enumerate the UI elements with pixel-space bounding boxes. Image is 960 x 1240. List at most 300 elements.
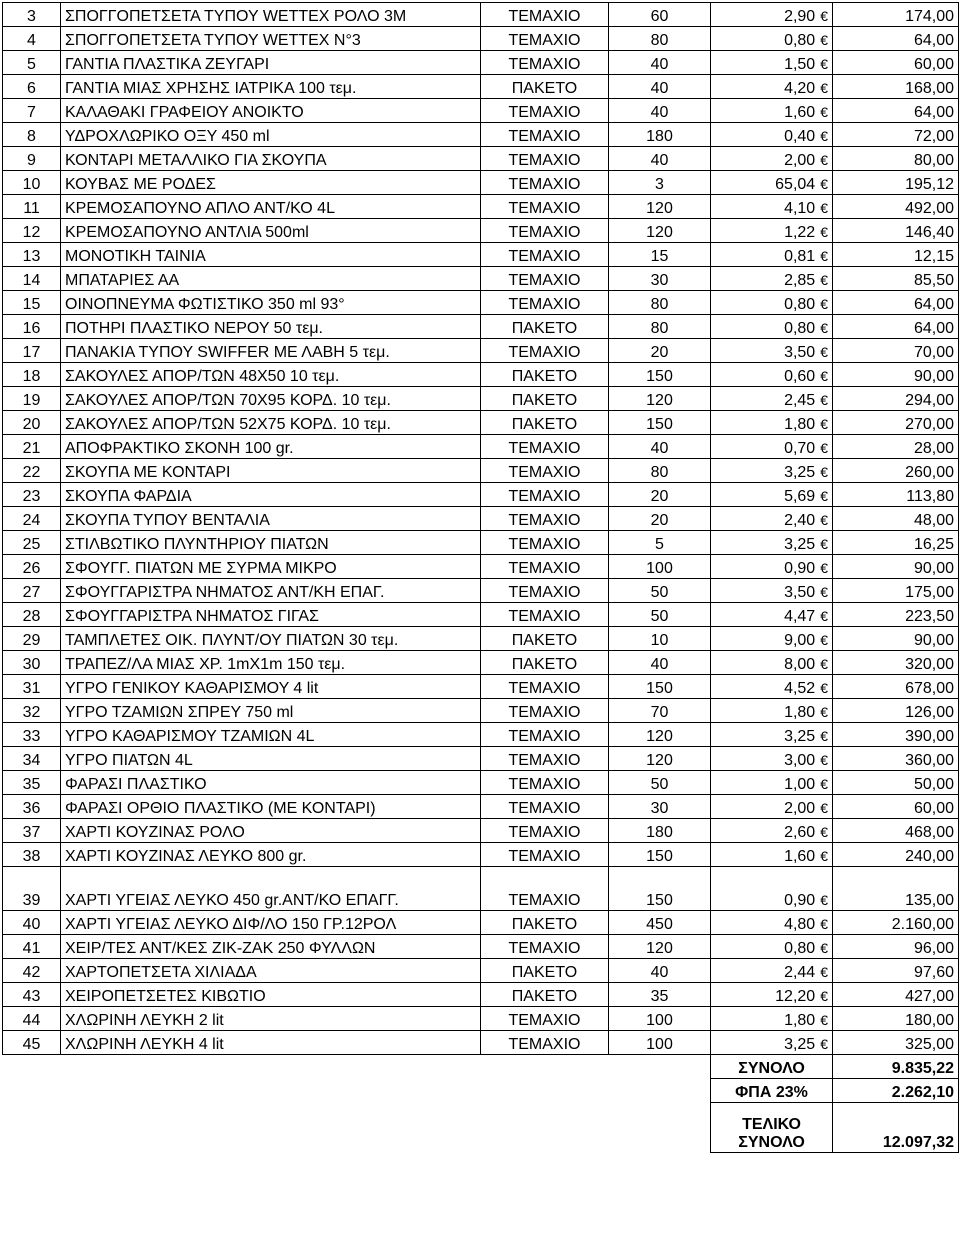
item-total: 360,00 <box>833 747 959 771</box>
item-quantity: 20 <box>609 483 711 507</box>
item-unit: ΤΕΜΑΧΙΟ <box>481 243 609 267</box>
item-number: 13 <box>3 243 61 267</box>
item-quantity: 150 <box>609 411 711 435</box>
item-number: 12 <box>3 219 61 243</box>
item-unit: ΤΕΜΑΧΙΟ <box>481 1007 609 1031</box>
item-unit: ΤΕΜΑΧΙΟ <box>481 699 609 723</box>
table-row <box>3 911 959 935</box>
item-total: 678,00 <box>833 675 959 699</box>
item-unit: ΤΕΜΑΧΙΟ <box>481 555 609 579</box>
item-unit: ΤΕΜΑΧΙΟ <box>481 339 609 363</box>
item-total: 16,25 <box>833 531 959 555</box>
euro-icon: € <box>820 776 828 792</box>
item-number: 4 <box>3 27 61 51</box>
table-row <box>3 627 959 651</box>
grand-total-value: 12.097,32 <box>833 1103 959 1153</box>
item-unit-price: 0,81 € <box>711 243 833 267</box>
item-total: 180,00 <box>833 1007 959 1031</box>
item-unit-price: 4,10 € <box>711 195 833 219</box>
item-number: 26 <box>3 555 61 579</box>
item-unit: ΤΕΜΑΧΙΟ <box>481 171 609 195</box>
item-unit: ΤΕΜΑΧΙΟ <box>481 267 609 291</box>
item-quantity: 50 <box>609 603 711 627</box>
subtotal-row <box>3 1055 959 1079</box>
table-row <box>3 959 959 983</box>
table-row <box>3 483 959 507</box>
euro-icon: € <box>820 964 828 980</box>
item-unit-price: 0,60 € <box>711 363 833 387</box>
euro-icon: € <box>820 416 828 432</box>
table-row <box>3 819 959 843</box>
item-total: 64,00 <box>833 315 959 339</box>
item-description: ΥΓΡΟ ΤΖΑΜΙΩΝ ΣΠΡΕΥ 750 ml <box>61 699 481 723</box>
item-quantity: 150 <box>609 843 711 867</box>
item-number: 10 <box>3 171 61 195</box>
item-quantity: 450 <box>609 911 711 935</box>
item-description: ΣΤΙΛΒΩΤΙΚΟ ΠΛΥΝΤΗΡΙΟΥ ΠΙΑΤΩΝ <box>61 531 481 555</box>
item-unit: ΤΕΜΑΧΙΟ <box>481 195 609 219</box>
item-total: 64,00 <box>833 291 959 315</box>
item-total: 97,60 <box>833 959 959 983</box>
item-quantity: 80 <box>609 315 711 339</box>
item-number: 40 <box>3 911 61 935</box>
table-row <box>3 603 959 627</box>
item-number: 19 <box>3 387 61 411</box>
item-quantity: 40 <box>609 435 711 459</box>
item-quantity: 120 <box>609 387 711 411</box>
item-description: ΧΕΙΡ/ΤΕΣ ΑΝΤ/ΚΕΣ ZIK-ZAK 250 ΦΥΛΛΩΝ <box>61 935 481 959</box>
item-unit-price: 9,00 € <box>711 627 833 651</box>
euro-icon: € <box>820 512 828 528</box>
item-number: 9 <box>3 147 61 171</box>
item-total: 70,00 <box>833 339 959 363</box>
item-description: ΣΠΟΓΓΟΠΕΤΣΕΤΑ ΤΥΠΟΥ WETTEX ΡΟΛΟ 3Μ <box>61 3 481 27</box>
item-description: ΣΦΟΥΓΓ. ΠΙΑΤΩΝ ΜΕ ΣΥΡΜΑ ΜΙΚΡΟ <box>61 555 481 579</box>
item-number: 44 <box>3 1007 61 1031</box>
vat-label: ΦΠΑ 23% <box>711 1079 833 1103</box>
item-number: 17 <box>3 339 61 363</box>
table-row <box>3 555 959 579</box>
euro-icon: € <box>820 824 828 840</box>
item-quantity: 30 <box>609 795 711 819</box>
item-unit-price: 12,20 € <box>711 983 833 1007</box>
euro-icon: € <box>820 8 828 24</box>
table-row <box>3 651 959 675</box>
euro-icon: € <box>820 800 828 816</box>
item-unit-price: 4,20 € <box>711 75 833 99</box>
item-total: 195,12 <box>833 171 959 195</box>
table-row <box>3 435 959 459</box>
item-quantity: 40 <box>609 51 711 75</box>
item-total: 270,00 <box>833 411 959 435</box>
euro-icon: € <box>820 224 828 240</box>
table-row <box>3 795 959 819</box>
item-description: ΚΟΥΒΑΣ ΜΕ ΡΟΔΕΣ <box>61 171 481 195</box>
item-number: 11 <box>3 195 61 219</box>
item-unit: ΤΕΜΑΧΙΟ <box>481 435 609 459</box>
item-total: 80,00 <box>833 147 959 171</box>
item-number: 29 <box>3 627 61 651</box>
item-quantity: 150 <box>609 867 711 911</box>
item-unit-price: 1,00 € <box>711 771 833 795</box>
item-quantity: 35 <box>609 983 711 1007</box>
item-unit-price: 2,44 € <box>711 959 833 983</box>
item-number: 37 <box>3 819 61 843</box>
euro-icon: € <box>820 200 828 216</box>
grand-total-row <box>3 1103 959 1153</box>
item-quantity: 120 <box>609 723 711 747</box>
item-unit-price: 2,40 € <box>711 507 833 531</box>
item-description: ΥΓΡΟ ΠΙΑΤΩΝ 4L <box>61 747 481 771</box>
item-unit-price: 2,00 € <box>711 147 833 171</box>
item-description: ΚΟΝΤΑΡΙ ΜΕΤΑΛΛΙΚΟ ΓΙΑ ΣΚΟΥΠΑ <box>61 147 481 171</box>
table-row <box>3 1031 959 1055</box>
item-description: ΤΡΑΠΕΖ/ΛΑ ΜΙΑΣ ΧΡ. 1mX1m 150 τεμ. <box>61 651 481 675</box>
euro-icon: € <box>820 488 828 504</box>
item-unit: ΤΕΜΑΧΙΟ <box>481 935 609 959</box>
euro-icon: € <box>820 368 828 384</box>
euro-icon: € <box>820 464 828 480</box>
euro-icon: € <box>820 848 828 864</box>
item-unit: ΤΕΜΑΧΙΟ <box>481 771 609 795</box>
item-description: ΓΑΝΤΙΑ ΠΛΑΣΤΙΚΑ ΖΕΥΓΑΡΙ <box>61 51 481 75</box>
item-description: ΑΠΟΦΡΑΚΤΙΚΟ ΣΚΟΝΗ 100 gr. <box>61 435 481 459</box>
item-total: 12,15 <box>833 243 959 267</box>
euro-icon: € <box>820 344 828 360</box>
item-quantity: 150 <box>609 363 711 387</box>
item-unit-price: 2,00 € <box>711 795 833 819</box>
euro-icon: € <box>820 128 828 144</box>
item-unit: ΤΕΜΑΧΙΟ <box>481 795 609 819</box>
item-unit: ΤΕΜΑΧΙΟ <box>481 51 609 75</box>
item-number: 42 <box>3 959 61 983</box>
item-number: 21 <box>3 435 61 459</box>
table-row <box>3 147 959 171</box>
item-description: ΟΙΝΟΠΝΕΥΜΑ ΦΩΤΙΣΤΙΚΟ 350 ml 93° <box>61 291 481 315</box>
item-unit: ΠΑΚΕΤΟ <box>481 411 609 435</box>
table-row <box>3 195 959 219</box>
item-unit: ΤΕΜΑΧΙΟ <box>481 867 609 911</box>
table-row <box>3 123 959 147</box>
item-quantity: 100 <box>609 1031 711 1055</box>
item-quantity: 3 <box>609 171 711 195</box>
item-total: 468,00 <box>833 819 959 843</box>
subtotal-value: 9.835,22 <box>833 1055 959 1079</box>
euro-icon: € <box>820 152 828 168</box>
table-body <box>3 3 959 1055</box>
euro-icon: € <box>820 320 828 336</box>
item-unit: ΤΕΜΑΧΙΟ <box>481 507 609 531</box>
item-total: 325,00 <box>833 1031 959 1055</box>
item-unit: ΠΑΚΕΤΟ <box>481 911 609 935</box>
euro-icon: € <box>820 940 828 956</box>
item-unit: ΤΕΜΑΧΙΟ <box>481 723 609 747</box>
item-total: 28,00 <box>833 435 959 459</box>
item-total: 492,00 <box>833 195 959 219</box>
item-total: 60,00 <box>833 795 959 819</box>
item-total: 85,50 <box>833 267 959 291</box>
item-quantity: 40 <box>609 959 711 983</box>
summary-section <box>3 1055 959 1153</box>
item-quantity: 100 <box>609 555 711 579</box>
item-unit-price: 1,80 € <box>711 1007 833 1031</box>
item-unit-price: 4,52 € <box>711 675 833 699</box>
item-description: ΦΑΡΑΣΙ ΟΡΘΙΟ ΠΛΑΣΤΙΚΟ (ΜΕ ΚΟΝΤΑΡΙ) <box>61 795 481 819</box>
item-unit-price: 3,00 € <box>711 747 833 771</box>
item-quantity: 40 <box>609 147 711 171</box>
item-number: 7 <box>3 99 61 123</box>
euro-icon: € <box>820 584 828 600</box>
table-row <box>3 983 959 1007</box>
item-quantity: 80 <box>609 27 711 51</box>
item-unit-price: 8,00 € <box>711 651 833 675</box>
item-quantity: 15 <box>609 243 711 267</box>
item-description: ΜΠΑΤΑΡΙΕΣ ΑΑ <box>61 267 481 291</box>
euro-icon: € <box>820 392 828 408</box>
item-number: 23 <box>3 483 61 507</box>
table-row <box>3 699 959 723</box>
table-row <box>3 675 959 699</box>
item-total: 90,00 <box>833 627 959 651</box>
item-number: 24 <box>3 507 61 531</box>
item-unit-price: 3,25 € <box>711 723 833 747</box>
item-total: 135,00 <box>833 867 959 911</box>
table-row <box>3 99 959 123</box>
item-description: ΠΟΤΗΡΙ ΠΛΑΣΤΙΚΟ ΝΕΡΟΥ 50 τεμ. <box>61 315 481 339</box>
subtotal-label: ΣΥΝΟΛΟ <box>711 1055 833 1079</box>
table-row <box>3 3 959 27</box>
item-total: 113,80 <box>833 483 959 507</box>
euro-icon: € <box>820 916 828 932</box>
item-quantity: 10 <box>609 627 711 651</box>
euro-icon: € <box>820 704 828 720</box>
euro-icon: € <box>820 752 828 768</box>
item-unit-price: 2,85 € <box>711 267 833 291</box>
item-description: ΣΠΟΓΓΟΠΕΤΣΕΤΑ ΤΥΠΟΥ WETTEX Ν°3 <box>61 27 481 51</box>
table-row <box>3 51 959 75</box>
euro-icon: € <box>820 176 828 192</box>
item-total: 90,00 <box>833 363 959 387</box>
euro-icon: € <box>820 892 828 908</box>
vat-row <box>3 1079 959 1103</box>
item-unit-price: 4,47 € <box>711 603 833 627</box>
item-unit: ΤΕΜΑΧΙΟ <box>481 483 609 507</box>
item-description: ΤΑΜΠΛΕΤΕΣ ΟΙΚ. ΠΛΥΝΤ/ΟΥ ΠΙΑΤΩΝ 30 τεμ. <box>61 627 481 651</box>
item-quantity: 120 <box>609 219 711 243</box>
item-unit-price: 0,90 € <box>711 867 833 911</box>
item-unit-price: 2,60 € <box>711 819 833 843</box>
item-unit-price: 1,50 € <box>711 51 833 75</box>
item-quantity: 30 <box>609 267 711 291</box>
item-number: 18 <box>3 363 61 387</box>
item-total: 48,00 <box>833 507 959 531</box>
item-unit: ΤΕΜΑΧΙΟ <box>481 123 609 147</box>
euro-icon: € <box>820 272 828 288</box>
item-number: 3 <box>3 3 61 27</box>
table-row <box>3 339 959 363</box>
euro-icon: € <box>820 1036 828 1052</box>
item-unit-price: 0,80 € <box>711 27 833 51</box>
item-description: ΠΑΝΑΚΙΑ ΤΥΠΟΥ SWIFFER ΜΕ ΛΑΒΗ 5 τεμ. <box>61 339 481 363</box>
item-total: 260,00 <box>833 459 959 483</box>
item-description: ΣΚΟΥΠΑ ΦΑΡΔΙΑ <box>61 483 481 507</box>
table-row <box>3 723 959 747</box>
item-number: 43 <box>3 983 61 1007</box>
item-unit-price: 1,22 € <box>711 219 833 243</box>
item-unit-price: 3,25 € <box>711 531 833 555</box>
item-unit: ΠΑΚΕΤΟ <box>481 959 609 983</box>
item-unit: ΤΕΜΑΧΙΟ <box>481 1031 609 1055</box>
item-quantity: 100 <box>609 1007 711 1031</box>
item-number: 34 <box>3 747 61 771</box>
item-quantity: 50 <box>609 771 711 795</box>
item-description: ΧΑΡΤΙ ΥΓΕΙΑΣ ΛΕΥΚΟ ΔΙΦ/ΛΟ 150 ΓΡ.12ΡΟΛ <box>61 911 481 935</box>
item-unit: ΤΕΜΑΧΙΟ <box>481 459 609 483</box>
item-description: ΚΑΛΑΘΑΚΙ ΓΡΑΦΕΙΟΥ ΑΝΟΙΚΤΟ <box>61 99 481 123</box>
item-description: ΣΑΚΟΥΛΕΣ ΑΠΟΡ/ΤΩΝ 70Χ95 ΚΟΡΔ. 10 τεμ. <box>61 387 481 411</box>
item-total: 96,00 <box>833 935 959 959</box>
item-unit: ΤΕΜΑΧΙΟ <box>481 843 609 867</box>
euro-icon: € <box>820 656 828 672</box>
item-unit-price: 2,90 € <box>711 3 833 27</box>
item-number: 32 <box>3 699 61 723</box>
item-total: 320,00 <box>833 651 959 675</box>
item-unit-price: 0,40 € <box>711 123 833 147</box>
item-quantity: 80 <box>609 459 711 483</box>
table-row <box>3 935 959 959</box>
euro-icon: € <box>820 296 828 312</box>
item-description: ΧΛΩΡΙΝΗ ΛΕΥΚΗ 2 lit <box>61 1007 481 1031</box>
item-unit: ΤΕΜΑΧΙΟ <box>481 219 609 243</box>
item-unit: ΠΑΚΕΤΟ <box>481 387 609 411</box>
item-unit-price: 3,25 € <box>711 459 833 483</box>
table-row <box>3 315 959 339</box>
item-description: ΧΛΩΡΙΝΗ ΛΕΥΚΗ 4 lit <box>61 1031 481 1055</box>
item-unit: ΤΕΜΑΧΙΟ <box>481 99 609 123</box>
item-quantity: 20 <box>609 507 711 531</box>
item-number: 41 <box>3 935 61 959</box>
item-number: 39 <box>3 867 61 911</box>
item-description: ΚΡΕΜΟΣΑΠΟΥΝΟ ΑΝΤΛΙΑ 500ml <box>61 219 481 243</box>
item-number: 27 <box>3 579 61 603</box>
item-quantity: 40 <box>609 99 711 123</box>
item-number: 15 <box>3 291 61 315</box>
item-quantity: 120 <box>609 747 711 771</box>
item-unit-price: 5,69 € <box>711 483 833 507</box>
item-total: 2.160,00 <box>833 911 959 935</box>
item-description: ΣΦΟΥΓΓΑΡΙΣΤΡΑ ΝΗΜΑΤΟΣ ΓΙΓΑΣ <box>61 603 481 627</box>
item-number: 14 <box>3 267 61 291</box>
item-description: ΥΔΡΟΧΛΩΡΙΚΟ ΟΞΥ 450 ml <box>61 123 481 147</box>
item-quantity: 80 <box>609 291 711 315</box>
item-total: 427,00 <box>833 983 959 1007</box>
table-row <box>3 459 959 483</box>
euro-icon: € <box>820 1012 828 1028</box>
item-total: 64,00 <box>833 27 959 51</box>
item-quantity: 180 <box>609 819 711 843</box>
euro-icon: € <box>820 104 828 120</box>
item-unit: ΤΕΜΑΧΙΟ <box>481 819 609 843</box>
table-row <box>3 411 959 435</box>
item-number: 6 <box>3 75 61 99</box>
item-unit: ΤΕΜΑΧΙΟ <box>481 603 609 627</box>
item-quantity: 150 <box>609 675 711 699</box>
item-description: ΧΕΙΡΟΠΕΤΣΕΤΕΣ ΚΙΒΩΤΙΟ <box>61 983 481 1007</box>
item-description: ΣΦΟΥΓΓΑΡΙΣΤΡΑ ΝΗΜΑΤΟΣ ΑΝΤ/ΚΗ ΕΠΑΓ. <box>61 579 481 603</box>
euro-icon: € <box>820 248 828 264</box>
item-unit-price: 0,80 € <box>711 315 833 339</box>
euro-icon: € <box>820 728 828 744</box>
table-row <box>3 219 959 243</box>
item-quantity: 120 <box>609 935 711 959</box>
euro-icon: € <box>820 56 828 72</box>
item-description: ΧΑΡΤΟΠΕΤΣΕΤΑ ΧΙΛΙΑΔΑ <box>61 959 481 983</box>
table-row <box>3 579 959 603</box>
item-quantity: 180 <box>609 123 711 147</box>
item-total: 390,00 <box>833 723 959 747</box>
item-total: 64,00 <box>833 99 959 123</box>
item-number: 5 <box>3 51 61 75</box>
item-quantity: 40 <box>609 651 711 675</box>
item-description: ΦΑΡΑΣΙ ΠΛΑΣΤΙΚΟ <box>61 771 481 795</box>
item-number: 20 <box>3 411 61 435</box>
item-unit-price: 0,70 € <box>711 435 833 459</box>
item-number: 36 <box>3 795 61 819</box>
item-number: 30 <box>3 651 61 675</box>
item-unit-price: 0,80 € <box>711 935 833 959</box>
euro-icon: € <box>820 988 828 1004</box>
item-total: 168,00 <box>833 75 959 99</box>
item-unit-price: 3,25 € <box>711 1031 833 1055</box>
item-unit-price: 3,50 € <box>711 579 833 603</box>
table-row <box>3 75 959 99</box>
item-unit: ΠΑΚΕΤΟ <box>481 363 609 387</box>
item-unit: ΠΑΚΕΤΟ <box>481 315 609 339</box>
item-unit: ΤΕΜΑΧΙΟ <box>481 291 609 315</box>
euro-icon: € <box>820 32 828 48</box>
item-total: 175,00 <box>833 579 959 603</box>
item-description: ΣΑΚΟΥΛΕΣ ΑΠΟΡ/ΤΩΝ 52Χ75 ΚΟΡΔ. 10 τεμ. <box>61 411 481 435</box>
table-row <box>3 267 959 291</box>
item-description: ΧΑΡΤΙ ΚΟΥΖΙΝΑΣ ΡΟΛΟ <box>61 819 481 843</box>
table-row <box>3 387 959 411</box>
item-quantity: 60 <box>609 3 711 27</box>
item-number: 16 <box>3 315 61 339</box>
item-description: ΧΑΡΤΙ ΥΓΕΙΑΣ ΛΕΥΚΟ 450 gr.ΑΝΤ/ΚΟ ΕΠΑΓΓ. <box>61 867 481 911</box>
item-total: 174,00 <box>833 3 959 27</box>
item-unit: ΠΑΚΕΤΟ <box>481 983 609 1007</box>
price-table <box>2 2 959 1153</box>
item-total: 294,00 <box>833 387 959 411</box>
item-description: ΧΑΡΤΙ ΚΟΥΖΙΝΑΣ ΛΕΥΚΟ 800 gr. <box>61 843 481 867</box>
euro-icon: € <box>820 80 828 96</box>
item-unit: ΤΕΜΑΧΙΟ <box>481 531 609 555</box>
item-total: 146,40 <box>833 219 959 243</box>
item-unit: ΠΑΚΕΤΟ <box>481 651 609 675</box>
item-number: 45 <box>3 1031 61 1055</box>
item-number: 28 <box>3 603 61 627</box>
table-row <box>3 843 959 867</box>
item-description: ΥΓΡΟ ΚΑΘΑΡΙΣΜΟΥ ΤΖΑΜΙΩΝ 4L <box>61 723 481 747</box>
item-unit-price: 1,60 € <box>711 843 833 867</box>
item-number: 35 <box>3 771 61 795</box>
item-number: 25 <box>3 531 61 555</box>
item-unit-price: 0,90 € <box>711 555 833 579</box>
table-row <box>3 747 959 771</box>
euro-icon: € <box>820 440 828 456</box>
item-total: 90,00 <box>833 555 959 579</box>
item-unit-price: 65,04 € <box>711 171 833 195</box>
